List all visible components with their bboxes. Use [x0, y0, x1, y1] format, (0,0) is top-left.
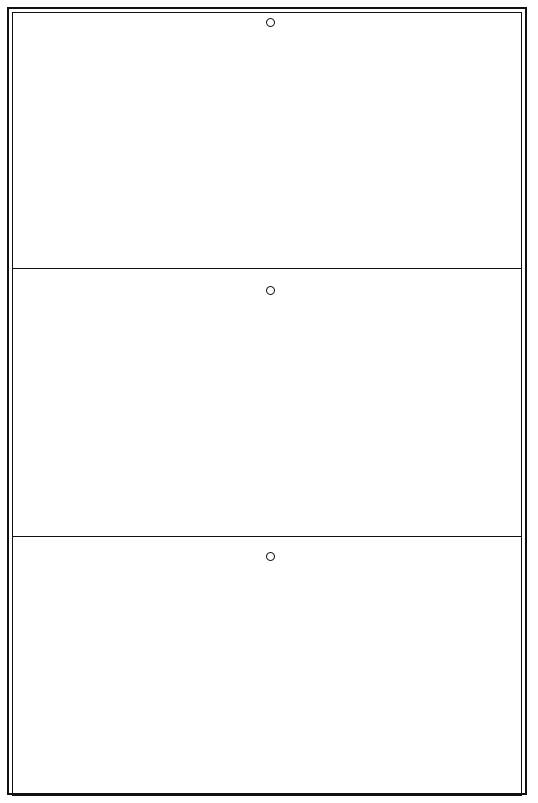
panel-divider-bottom — [12, 536, 522, 537]
page-border — [12, 12, 522, 796]
section-circle-marker — [266, 286, 275, 295]
panel-divider-top — [12, 268, 522, 269]
section-circle-marker — [266, 18, 275, 27]
section-circle-marker — [266, 552, 275, 561]
